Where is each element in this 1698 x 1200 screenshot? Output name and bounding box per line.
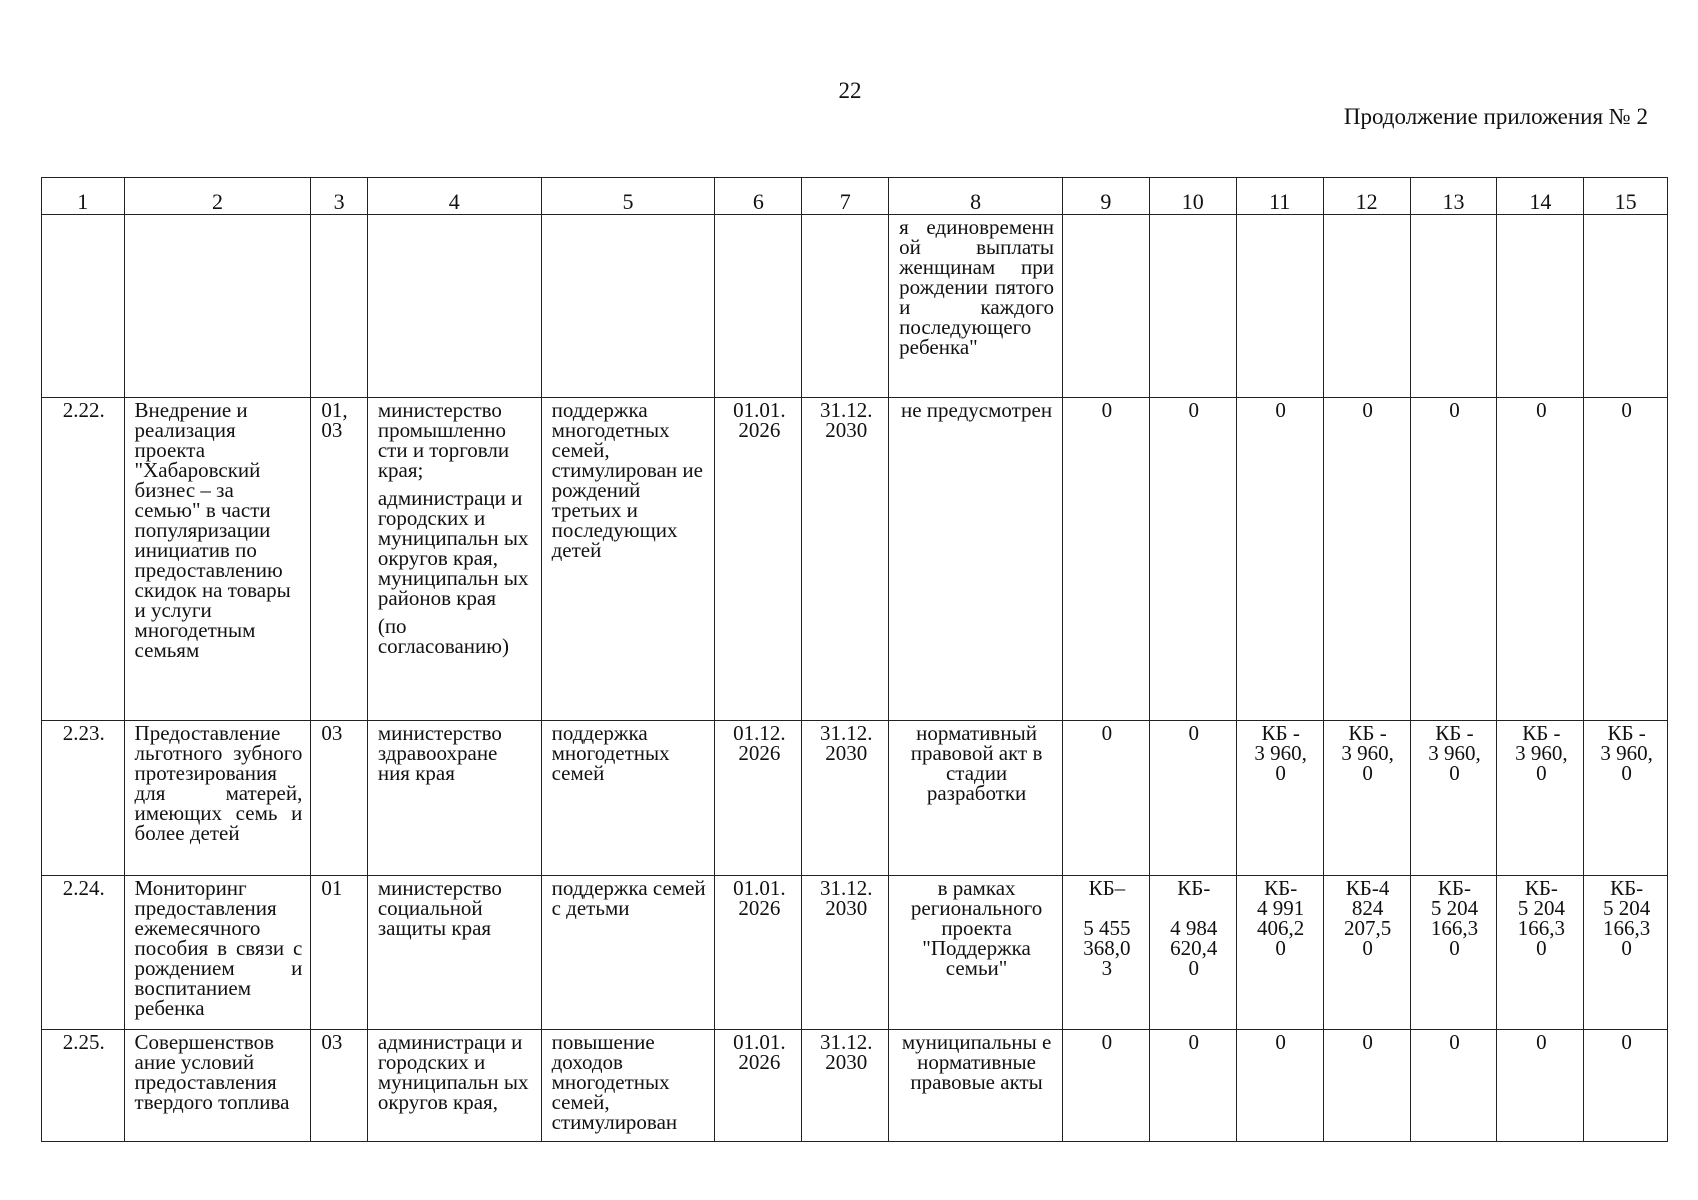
value-cell: 0 [1062,398,1149,721]
column-number-row [42,178,1668,215]
basis-cell: не предусмотрен [889,398,1063,721]
value-cell: КБ- 4 984 620,4 0 [1149,876,1236,1030]
table-row [42,1030,1668,1142]
value-cell: КБ - 3 960, 0 [1323,721,1410,876]
table-cell [1236,215,1323,398]
table-cell [42,215,125,398]
value-cell: 0 [1323,398,1410,721]
start-date: 01.01. 2026 [715,398,802,721]
table-row [42,721,1668,876]
column-header: 13 [1410,178,1497,215]
value-cell: 0 [1410,1030,1497,1142]
executor-line: министерство здравоохране ния края [377,721,502,785]
value-cell: 0 [1236,398,1323,721]
table-cell [802,215,889,398]
value-cell: 0 [1584,398,1668,721]
row-number: 2.23. [42,721,125,876]
column-header: 3 [311,178,367,215]
start-date: 01.12. 2026 [715,721,802,876]
executor-cell [367,1030,541,1142]
column-header: 14 [1497,178,1584,215]
column-header: 10 [1149,178,1236,215]
code-cell: 01, 03 [311,398,367,721]
value-cell: КБ - 3 960, 0 [1584,721,1668,876]
value-cell: КБ - 3 960, 0 [1410,721,1497,876]
row-number: 2.22. [42,398,125,721]
end-date: 31.12. 2030 [802,876,889,1030]
value-cell: КБ– 5 455 368,0 3 [1062,876,1149,1030]
value-cell: КБ- 5 204 166,3 0 [1497,876,1584,1030]
table-cell [1149,215,1236,398]
end-date: 31.12. 2030 [802,721,889,876]
column-header: 11 [1236,178,1323,215]
table-cell [1323,215,1410,398]
table-cell [1062,215,1149,398]
measure-name: Совершенствов ание условий предоставления твердого топлива [124,1030,311,1142]
table-cell [1584,215,1668,398]
value-cell: 0 [1410,398,1497,721]
value-cell: КБ- 4 991 406,2 0 [1236,876,1323,1030]
column-header: 6 [715,178,802,215]
row-number: 2.25. [42,1030,125,1142]
continuation-row [42,215,1668,398]
column-header: 8 [889,178,1063,215]
value-cell: 0 [1497,1030,1584,1142]
table-cell [1497,215,1584,398]
column-header: 4 [367,178,541,215]
measure-name: Внедрение и реализация проекта "Хабаровский бизнес – за семью" в части популяризации инициатив по предоставлению скидок на товары и услуги многодетным семьям [124,398,311,721]
column-header: 7 [802,178,889,215]
value-cell: 0 [1584,1030,1668,1142]
page-number: 22 [838,78,862,103]
value-cell: 0 [1062,1030,1149,1142]
end-date: 31.12. 2030 [802,398,889,721]
table-cell [1410,215,1497,398]
executor-line: министерство промышленно сти и торговли края; [377,398,510,482]
code-cell: 03 [311,721,367,876]
column-header: 2 [124,178,311,215]
goal-cell: поддержка многодетных семей, стимулирован ие рождений третьих и последующих детей [541,398,715,721]
value-cell: 0 [1062,721,1149,876]
program-measures-table [41,177,1668,1142]
value-cell: 0 [1149,721,1236,876]
appendix-note: Продолжение приложения № 2 [1343,104,1648,129]
end-date: 31.12. 2030 [802,1030,889,1142]
executor-line: (по согласованию) [377,614,509,658]
code-cell: 01 [311,876,367,1030]
measure-name: Предоставление льготного зубного протезирования для матерей, имеющих семь и более детей [124,721,311,876]
executor-cell [367,398,541,721]
table-cell [367,215,541,398]
value-cell: 0 [1497,398,1584,721]
goal-cell: поддержка многодетных семей [541,721,715,876]
value-cell: 0 [1236,1030,1323,1142]
basis-cell: нормативный правовой акт в стадии разработки [889,721,1063,876]
code-cell: 03 [311,1030,367,1142]
table-cell [541,215,715,398]
row-number: 2.24. [42,876,125,1030]
executor-line: администраци и городских и муниципальн ых округов края, [377,1030,529,1114]
continuation-text: я единовременн ой выплаты женщинам при рождении пятого и каждого последующего ребенка" [889,215,1063,398]
table-cell [715,215,802,398]
value-cell: 0 [1149,1030,1236,1142]
value-cell: 0 [1149,398,1236,721]
basis-cell: муниципальны е нормативные правовые акты [889,1030,1063,1142]
column-header: 1 [42,178,125,215]
start-date: 01.01. 2026 [715,1030,802,1142]
goal-cell: повышение доходов многодетных семей, стимулирован [541,1030,715,1142]
value-cell: КБ - 3 960, 0 [1497,721,1584,876]
executor-cell [367,721,541,876]
value-cell: КБ - 3 960, 0 [1236,721,1323,876]
table-row [42,398,1668,721]
value-cell: КБ-4 824 207,5 0 [1323,876,1410,1030]
value-cell: КБ- 5 204 166,3 0 [1410,876,1497,1030]
value-cell: КБ- 5 204 166,3 0 [1584,876,1668,1030]
table-row [42,876,1668,1030]
executor-cell [367,876,541,1030]
executor-line: администраци и городских и муниципальн ых округов края, муниципальн ых районов края [377,486,529,610]
table-cell [311,215,367,398]
column-header: 15 [1584,178,1668,215]
column-header: 5 [541,178,715,215]
column-header: 12 [1323,178,1410,215]
basis-cell: в рамках регионального проекта "Поддержка семьи" [889,876,1063,1030]
column-header: 9 [1062,178,1149,215]
start-date: 01.01. 2026 [715,876,802,1030]
measure-name: Мониторинг предоставления ежемесячного пособия в связи с рождением и воспитанием ребенка [124,876,311,1030]
value-cell: 0 [1323,1030,1410,1142]
executor-line: министерство социальной защиты края [377,876,502,940]
table-cell [124,215,311,398]
goal-cell: поддержка семей с детьми [541,876,715,1030]
